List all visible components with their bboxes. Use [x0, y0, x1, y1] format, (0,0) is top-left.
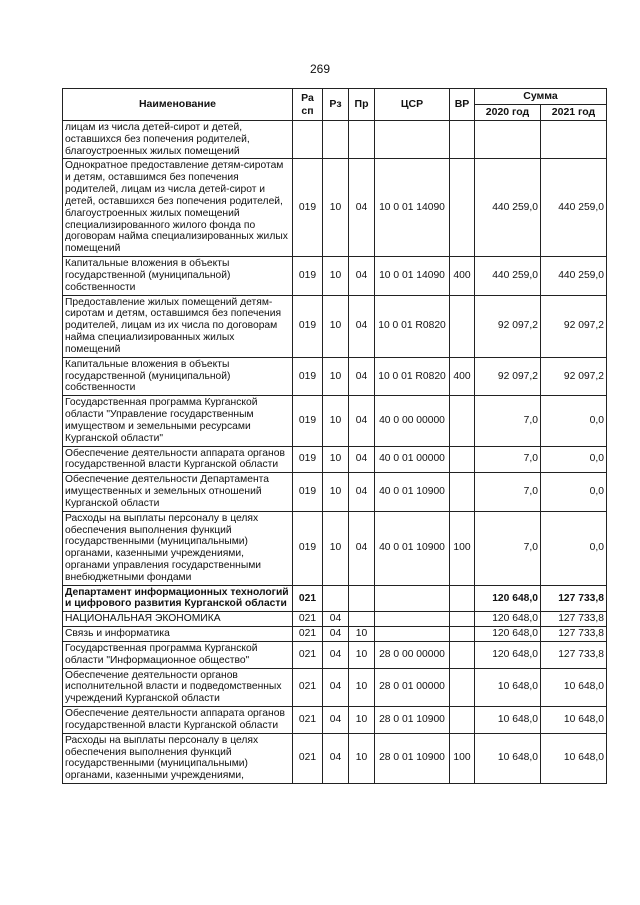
header-vr: ВР — [450, 89, 475, 121]
table-body — [63, 121, 607, 784]
cell-csr: 28 0 01 10900 — [375, 707, 450, 734]
cell-rasp — [293, 121, 323, 159]
cell-vr — [450, 295, 475, 357]
cell-2021: 127 733,8 — [541, 627, 607, 642]
cell-2020: 10 648,0 — [475, 707, 541, 734]
cell-vr — [450, 396, 475, 446]
cell-name: Обеспечение деятельности Департамента имущественных и земельных отношений Курганской области — [63, 473, 293, 511]
cell-2020 — [475, 121, 541, 159]
table-row — [63, 707, 607, 734]
table-row — [63, 257, 607, 295]
cell-pr: 04 — [349, 396, 375, 446]
cell-pr — [349, 121, 375, 159]
header-2021: 2021 год — [541, 105, 607, 121]
header-2020: 2020 год — [475, 105, 541, 121]
cell-vr — [450, 159, 475, 257]
cell-vr: 400 — [450, 257, 475, 295]
table-row — [63, 612, 607, 627]
cell-name: Однократное предоставление детям-сиротам и детям, оставшимся без попечения родителей, лицам из числа детей-сирот и детей, оставшихся без попечения родителей, благоустроенных жилых помещений специализированного жилого фонда по договорам найма специализированных жилых помещений — [63, 159, 293, 257]
cell-name: Департамент информационных технологий и цифрового развития Курганской области — [63, 585, 293, 612]
table-row — [63, 585, 607, 612]
cell-pr: 10 — [349, 641, 375, 668]
cell-vr: 400 — [450, 357, 475, 395]
header-sum: Сумма — [475, 89, 607, 105]
cell-rz: 04 — [323, 627, 349, 642]
header-rasp: Ра сп — [293, 89, 323, 121]
table-row — [63, 641, 607, 668]
cell-rasp: 019 — [293, 511, 323, 585]
cell-2021: 10 648,0 — [541, 733, 607, 783]
table-row — [63, 627, 607, 642]
cell-2021: 440 259,0 — [541, 257, 607, 295]
cell-csr: 40 0 01 10900 — [375, 473, 450, 511]
cell-rasp: 021 — [293, 612, 323, 627]
cell-2020: 7,0 — [475, 396, 541, 446]
cell-name: лицам из числа детей-сирот и детей, оставшихся без попечения родителей, благоустроенных жилых помещений — [63, 121, 293, 159]
cell-name: Связь и информатика — [63, 627, 293, 642]
cell-csr: 10 0 01 14090 — [375, 159, 450, 257]
cell-vr — [450, 641, 475, 668]
cell-2021: 127 733,8 — [541, 612, 607, 627]
cell-vr — [450, 121, 475, 159]
header-csr: ЦСР — [375, 89, 450, 121]
cell-csr — [375, 612, 450, 627]
cell-pr: 04 — [349, 446, 375, 473]
cell-2020: 10 648,0 — [475, 733, 541, 783]
header-pr: Пр — [349, 89, 375, 121]
cell-rz: 04 — [323, 612, 349, 627]
cell-csr: 40 0 01 00000 — [375, 446, 450, 473]
cell-vr — [450, 446, 475, 473]
cell-rz — [323, 121, 349, 159]
cell-2020: 7,0 — [475, 511, 541, 585]
cell-2020: 440 259,0 — [475, 159, 541, 257]
cell-vr: 100 — [450, 511, 475, 585]
cell-2021: 0,0 — [541, 511, 607, 585]
cell-rz: 10 — [323, 473, 349, 511]
header-name: Наименование — [63, 89, 293, 121]
cell-rz: 10 — [323, 511, 349, 585]
cell-rz — [323, 585, 349, 612]
cell-pr: 04 — [349, 295, 375, 357]
cell-pr: 10 — [349, 733, 375, 783]
cell-rasp: 019 — [293, 473, 323, 511]
cell-rz: 10 — [323, 357, 349, 395]
cell-rasp: 019 — [293, 396, 323, 446]
cell-2020: 120 648,0 — [475, 585, 541, 612]
cell-vr — [450, 668, 475, 706]
page-number: 269 — [309, 62, 331, 76]
cell-rasp: 021 — [293, 707, 323, 734]
cell-rasp: 019 — [293, 446, 323, 473]
table-row — [63, 357, 607, 395]
cell-vr — [450, 473, 475, 511]
table-row — [63, 473, 607, 511]
cell-rasp: 021 — [293, 668, 323, 706]
table-row — [63, 733, 607, 783]
header-rz: Рз — [323, 89, 349, 121]
cell-vr: 100 — [450, 733, 475, 783]
cell-2020: 120 648,0 — [475, 641, 541, 668]
cell-2020: 120 648,0 — [475, 612, 541, 627]
table-row — [63, 159, 607, 257]
cell-csr — [375, 627, 450, 642]
cell-2021: 92 097,2 — [541, 295, 607, 357]
cell-2021: 0,0 — [541, 473, 607, 511]
table-row — [63, 446, 607, 473]
cell-rasp: 021 — [293, 641, 323, 668]
cell-name: Государственная программа Курганской области "Информационное общество" — [63, 641, 293, 668]
cell-name: Предоставление жилых помещений детям-сиротам и детям, оставшимся без попечения родителей, лицам из их числа по договорам найма специализированных жилых помещений — [63, 295, 293, 357]
cell-rz: 04 — [323, 641, 349, 668]
cell-pr: 04 — [349, 159, 375, 257]
cell-2021: 0,0 — [541, 446, 607, 473]
budget-table — [62, 88, 607, 784]
cell-2021: 0,0 — [541, 396, 607, 446]
table-row — [63, 511, 607, 585]
cell-name: Капитальные вложения в объекты государственной (муниципальной) собственности — [63, 357, 293, 395]
cell-rasp: 021 — [293, 733, 323, 783]
cell-name: Обеспечение деятельности аппарата органов государственной власти Курганской области — [63, 707, 293, 734]
cell-rz: 04 — [323, 668, 349, 706]
cell-rasp: 019 — [293, 357, 323, 395]
cell-name: Обеспечение деятельности органов исполнительной власти и подведомственных учреждений Курганской области — [63, 668, 293, 706]
cell-pr: 04 — [349, 473, 375, 511]
cell-2021: 127 733,8 — [541, 641, 607, 668]
cell-csr: 28 0 01 00000 — [375, 668, 450, 706]
cell-pr: 04 — [349, 257, 375, 295]
cell-pr: 10 — [349, 707, 375, 734]
cell-csr: 10 0 01 R0820 — [375, 295, 450, 357]
cell-2020: 120 648,0 — [475, 627, 541, 642]
table-row — [63, 295, 607, 357]
table-row — [63, 121, 607, 159]
cell-name: Расходы на выплаты персоналу в целях обеспечения выполнения функций государственными (муниципальными) органами, казенными учреждениями, органами управления государственными внебюджетными фондами — [63, 511, 293, 585]
cell-rz: 04 — [323, 707, 349, 734]
cell-vr — [450, 585, 475, 612]
table-row — [63, 396, 607, 446]
cell-pr — [349, 585, 375, 612]
cell-rasp: 021 — [293, 627, 323, 642]
cell-name: Расходы на выплаты персоналу в целях обеспечения выполнения функций государственными (муниципальными) органами, казенными учреждениями, — [63, 733, 293, 783]
cell-rz: 10 — [323, 159, 349, 257]
cell-rasp: 019 — [293, 257, 323, 295]
cell-rasp: 019 — [293, 295, 323, 357]
cell-rz: 04 — [323, 733, 349, 783]
cell-pr: 04 — [349, 511, 375, 585]
cell-rz: 10 — [323, 257, 349, 295]
table-row — [63, 668, 607, 706]
cell-name: НАЦИОНАЛЬНАЯ ЭКОНОМИКА — [63, 612, 293, 627]
cell-csr — [375, 585, 450, 612]
cell-2021: 127 733,8 — [541, 585, 607, 612]
cell-pr: 10 — [349, 627, 375, 642]
cell-csr: 10 0 01 14090 — [375, 257, 450, 295]
cell-rz: 10 — [323, 446, 349, 473]
cell-vr — [450, 627, 475, 642]
cell-pr: 10 — [349, 668, 375, 706]
cell-csr: 10 0 01 R0820 — [375, 357, 450, 395]
cell-2020: 10 648,0 — [475, 668, 541, 706]
cell-2021: 10 648,0 — [541, 707, 607, 734]
cell-vr — [450, 707, 475, 734]
cell-csr: 28 0 01 10900 — [375, 733, 450, 783]
cell-2021: 92 097,2 — [541, 357, 607, 395]
cell-pr — [349, 612, 375, 627]
cell-rz: 10 — [323, 295, 349, 357]
cell-2020: 7,0 — [475, 473, 541, 511]
cell-vr — [450, 612, 475, 627]
cell-csr: 40 0 01 10900 — [375, 511, 450, 585]
cell-name: Государственная программа Курганской области "Управление государственным имуществом и земельными ресурсами Курганской области" — [63, 396, 293, 446]
cell-rasp: 021 — [293, 585, 323, 612]
cell-2020: 440 259,0 — [475, 257, 541, 295]
cell-csr: 28 0 00 00000 — [375, 641, 450, 668]
cell-pr: 04 — [349, 357, 375, 395]
cell-csr: 40 0 00 00000 — [375, 396, 450, 446]
cell-csr — [375, 121, 450, 159]
cell-rz: 10 — [323, 396, 349, 446]
cell-2020: 7,0 — [475, 446, 541, 473]
cell-2021: 10 648,0 — [541, 668, 607, 706]
cell-rasp: 019 — [293, 159, 323, 257]
cell-2020: 92 097,2 — [475, 295, 541, 357]
cell-name: Капитальные вложения в объекты государственной (муниципальной) собственности — [63, 257, 293, 295]
cell-2021 — [541, 121, 607, 159]
cell-2020: 92 097,2 — [475, 357, 541, 395]
cell-2021: 440 259,0 — [541, 159, 607, 257]
cell-name: Обеспечение деятельности аппарата органов государственной власти Курганской области — [63, 446, 293, 473]
